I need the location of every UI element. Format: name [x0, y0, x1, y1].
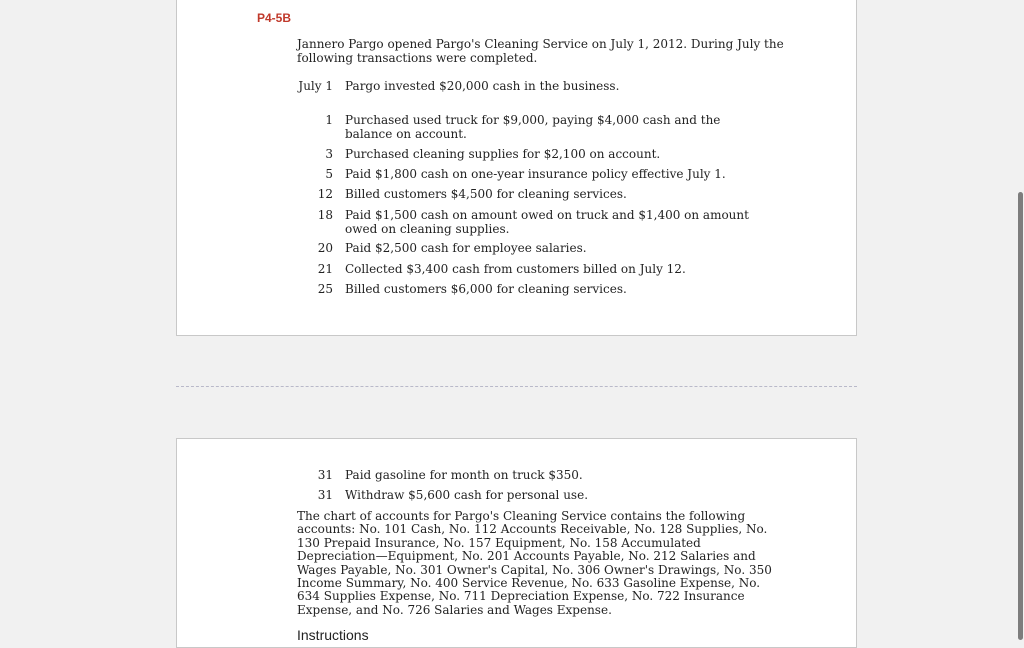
- transaction-date: 31: [317, 488, 333, 502]
- scrollbar-thumb[interactable]: [1018, 192, 1023, 640]
- transaction-text: Paid $2,500 cash for employee salaries.: [345, 241, 587, 255]
- transaction-row: [297, 263, 767, 277]
- transaction-text: Paid $1,500 cash on amount owed on truck and $1,400 on amount owed on cleaning supplies.: [345, 208, 749, 236]
- transaction-row: [297, 469, 767, 483]
- transaction-row: [297, 209, 767, 236]
- transaction-row: [297, 489, 767, 503]
- transaction-text: Withdraw $5,600 cash for personal use.: [345, 488, 589, 502]
- problem-label: P4-5B: [257, 11, 292, 25]
- transaction-date: 18: [317, 208, 333, 222]
- transaction-date: July 1: [298, 79, 333, 93]
- transaction-text: Purchased cleaning supplies for $2,100 on account.: [345, 147, 661, 161]
- transaction-row: [297, 188, 767, 202]
- transaction-date: 12: [317, 187, 333, 201]
- transaction-text: Billed customers $6,000 for cleaning services.: [345, 282, 627, 296]
- problem-intro: Jannero Pargo opened Pargo's Cleaning Service on July 1, 2012. During July the following transactions were completed.: [297, 37, 784, 65]
- transaction-date: 5: [325, 167, 333, 181]
- transaction-text: Paid gasoline for month on truck $350.: [345, 468, 583, 482]
- transaction-text: Paid $1,800 cash on one-year insurance policy effective July 1.: [345, 167, 726, 181]
- instructions-heading: Instructions: [297, 627, 369, 643]
- transaction-row: [297, 283, 767, 297]
- transaction-row: [297, 148, 767, 162]
- document-page-2: [176, 438, 857, 648]
- page-break-divider: [176, 386, 857, 387]
- transaction-text: Billed customers $4,500 for cleaning services.: [345, 187, 627, 201]
- transaction-text: Collected $3,400 cash from customers billed on July 12.: [345, 262, 686, 276]
- transaction-row: [297, 114, 767, 141]
- transaction-date: 31: [317, 468, 333, 482]
- transaction-date: 21: [317, 262, 333, 276]
- transaction-date: 25: [317, 282, 333, 296]
- transaction-date: 3: [325, 147, 333, 161]
- transaction-row: [297, 168, 767, 182]
- chart-of-accounts-text: The chart of accounts for Pargo's Cleaning Service contains the following accounts: No. 101 Cash, No. 112 Accounts Receivable, No. 128 Supplies, No. 130 Prepaid Insurance, No. 157 Equipment, No. 158 Accumulated Depreciation—Equipment, No. 201 Accounts Payable, No. 212 Salaries and Wages Payable, No. 301 Owner's Capital, No. 306 Owner's Drawings, No. 350 Income Summary, No. 400 Service Revenue, No. 633 Gasoline Expense, No. 634 Supplies Expense, No. 711 Depreciation Expense, No. 722 Insurance Expense, and No. 726 Salaries and Wages Expense.: [297, 509, 772, 617]
- transaction-text: Pargo invested $20,000 cash in the business.: [345, 79, 620, 93]
- document-page-1: [176, 0, 857, 336]
- transaction-date: 20: [317, 241, 333, 255]
- vertical-scrollbar[interactable]: [1016, 0, 1024, 640]
- transaction-row: [297, 80, 767, 94]
- transaction-text: Purchased used truck for $9,000, paying $4,000 cash and the balance on account.: [345, 113, 721, 141]
- transaction-row: [297, 242, 767, 256]
- transaction-date: 1: [325, 113, 333, 127]
